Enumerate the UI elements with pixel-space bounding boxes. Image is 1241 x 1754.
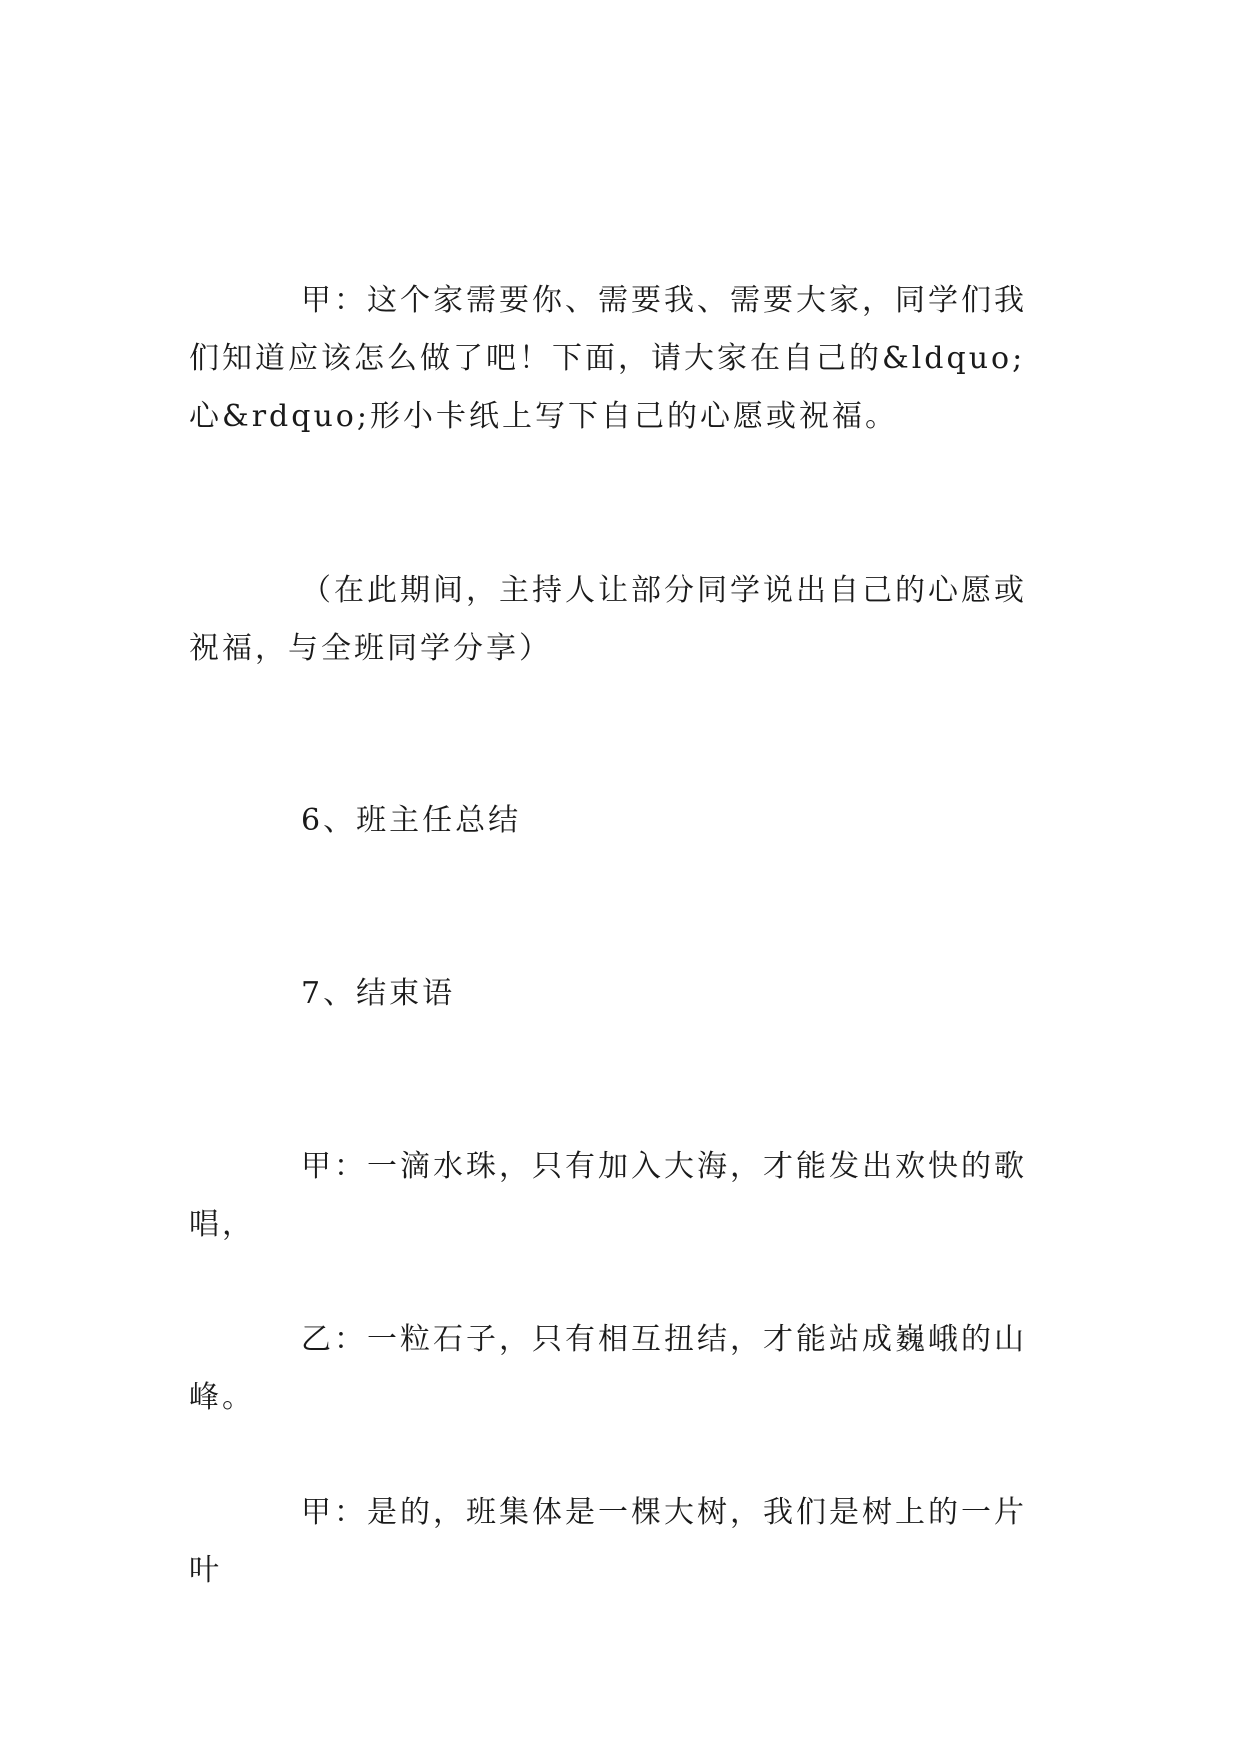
paragraph-big-tree: 甲：是的，班集体是一棵大树，我们是树上的一片叶 bbox=[189, 1495, 1027, 1588]
paragraph-water-drop: 甲：一滴水珠，只有加入大海，才能发出欢快的歌唱， bbox=[189, 1149, 1027, 1242]
section-heading-closing: 7、结束语 bbox=[301, 976, 456, 1011]
paragraph-stone: 乙：一粒石子，只有相互扭结，才能站成巍峨的山峰。 bbox=[189, 1322, 1027, 1415]
section-heading-summary: 6、班主任总结 bbox=[301, 803, 522, 838]
paragraph-host-sharing: （在此期间，主持人让部分同学说出自己的心愿或祝福，与全班同学分享） bbox=[189, 573, 1027, 666]
paragraph-family-needs: 甲：这个家需要你、需要我、需要大家，同学们我们知道应该怎么做了吧！下面，请大家在自己的&ldquo;心&rdquo;形小卡纸上写下自己的心愿或祝福。 bbox=[189, 283, 1027, 434]
